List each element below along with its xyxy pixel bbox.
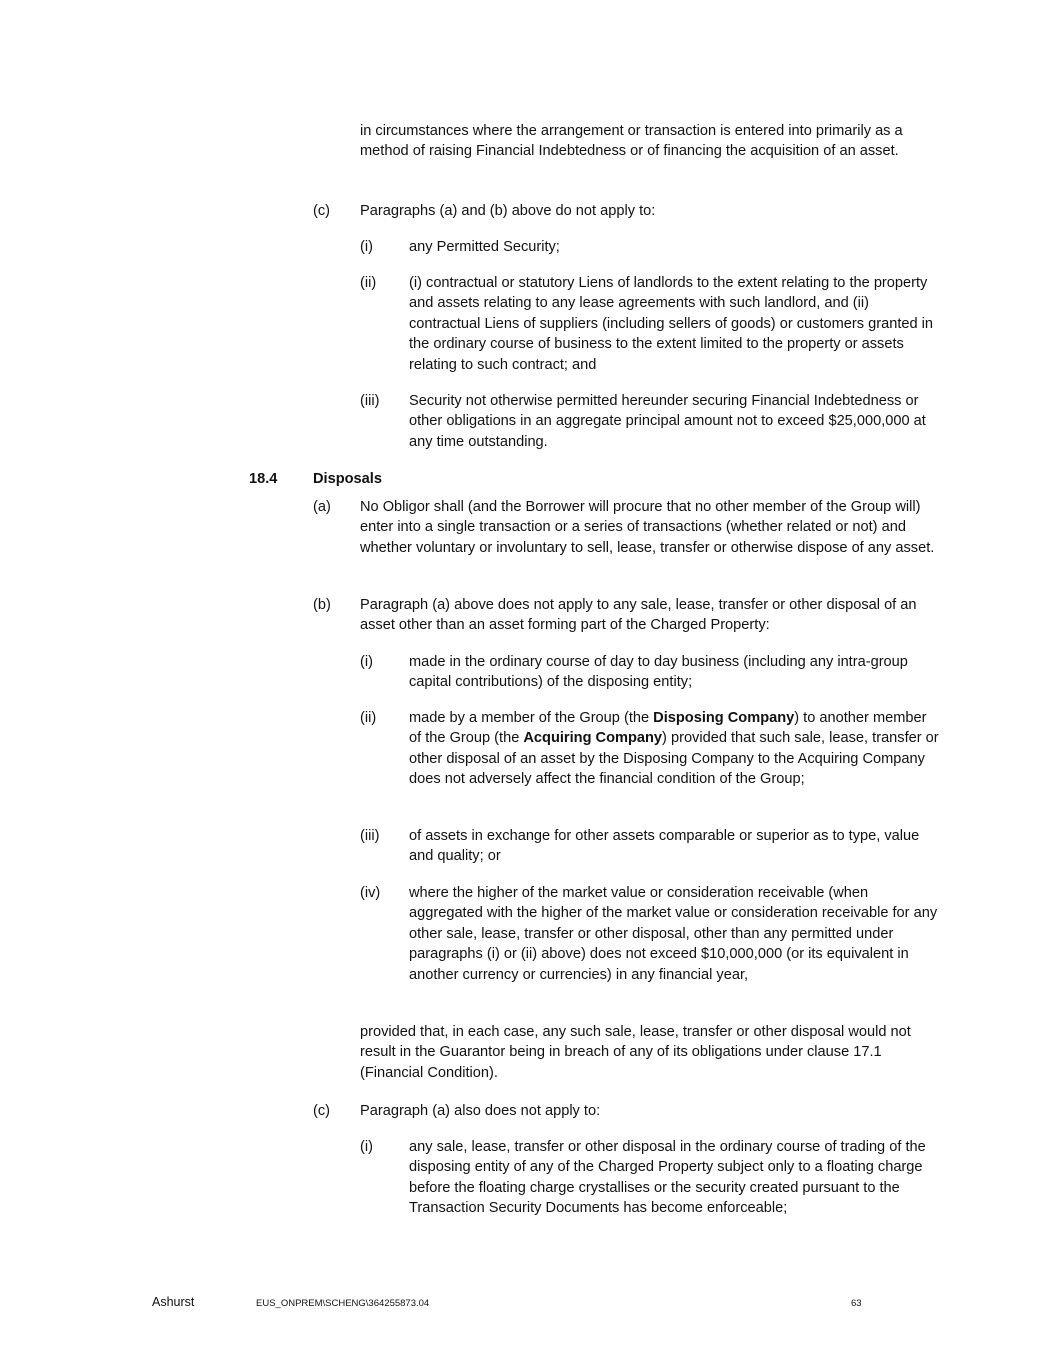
b-item-3-label: (iii) bbox=[360, 828, 380, 844]
a-label: (a) bbox=[313, 499, 331, 515]
c1-item-3-text: Security not otherwise permitted hereunder securing Financial Indebtedness or other obligations in an aggregate principal amount not to exceed $25,000,000 at any time outstanding. bbox=[409, 393, 926, 450]
disposing-company-term: Disposing Company bbox=[653, 710, 795, 726]
b-proviso: provided that, in each case, any such sale, lease, transfer or other disposal would not result in the Guarantor being in breach of any of its obligations under clause 17.1 (Financial Condition). bbox=[360, 1024, 911, 1081]
c2-text: Paragraph (a) also does not apply to: bbox=[360, 1103, 601, 1119]
c2-label: (c) bbox=[313, 1103, 331, 1119]
c1-label: (c) bbox=[313, 203, 331, 219]
intro-paragraph: in circumstances where the arrangement or transaction is entered into primarily as a method of raising Financial Indebtedness or of financing the acquisition of an asset. bbox=[360, 123, 903, 160]
footer-page-number: 63 bbox=[851, 1298, 862, 1309]
c1-item-1-label: (i) bbox=[360, 239, 373, 255]
section-title: Disposals bbox=[313, 471, 382, 487]
a-text: No Obligor shall (and the Borrower will procure that no other member of the Group will) enter into a single transaction or a series of transactions (whether related or not) and whether voluntary or involuntary to sell, lease, transfer or otherwise dispose of any asset. bbox=[360, 499, 935, 556]
b-item-1-text: made in the ordinary course of day to day business (including any intra-group capital contributions) of the disposing entity; bbox=[409, 654, 908, 691]
c1-item-3-label: (iii) bbox=[360, 393, 380, 409]
b-item-2-label: (ii) bbox=[360, 710, 377, 726]
footer-reference: EUS_ONPREM\SCHENG\364255873.04 bbox=[256, 1298, 430, 1309]
b-label: (b) bbox=[313, 597, 331, 613]
c1-text: Paragraphs (a) and (b) above do not apply to: bbox=[360, 203, 656, 219]
c2-item-1-text: any sale, lease, transfer or other disposal in the ordinary course of trading of the disposing entity of any of the Charged Property subject only to a floating charge before the floating charge crystallises or the security created pursuant to the Transaction Security Documents has become enforceable; bbox=[409, 1139, 926, 1217]
section-number: 18.4 bbox=[249, 471, 278, 487]
c2-item-1-label: (i) bbox=[360, 1139, 373, 1155]
c1-item-2-label: (ii) bbox=[360, 275, 377, 291]
b-item-1-label: (i) bbox=[360, 654, 373, 670]
acquiring-company-term: Acquiring Company bbox=[523, 730, 663, 747]
b-item-2-text: made by a member of the Group (the Disposing Company) to another member of the Group (the Acquiring Company) provided that such sale, lease, transfer or other disposal of an asset by the Disposing Company to the Acquiring Company does not adversely affect the financial condition of the Group; bbox=[409, 710, 939, 788]
b-item-4-text: where the higher of the market value or consideration receivable (when aggregated with the higher of the market value or consideration receivable for any other sale, lease, transfer or other disposal, other than any permitted under paragraphs (i) or (ii) above) does not exceed $10,000,000 (or its equivalent in another currency or currencies) in any financial year, bbox=[409, 885, 938, 983]
c1-item-2-text: (i) contractual or statutory Liens of landlords to the extent relating to the property and assets relating to any lease agreements with such landlord, and (ii) contractual Liens of suppliers (including sellers of goods) or customers granted in the ordinary course of business to the extent limited to the property or assets relating to such contract; and bbox=[409, 275, 934, 373]
footer-firm: Ashurst bbox=[152, 1295, 195, 1309]
b-item-3-text: of assets in exchange for other assets comparable or superior as to type, value and quality; or bbox=[409, 828, 920, 865]
c1-item-1-text: any Permitted Security; bbox=[409, 239, 560, 255]
b-text: Paragraph (a) above does not apply to any sale, lease, transfer or other disposal of an asset other than an asset forming part of the Charged Property: bbox=[360, 597, 917, 634]
b-item-4-label: (iv) bbox=[360, 885, 381, 901]
